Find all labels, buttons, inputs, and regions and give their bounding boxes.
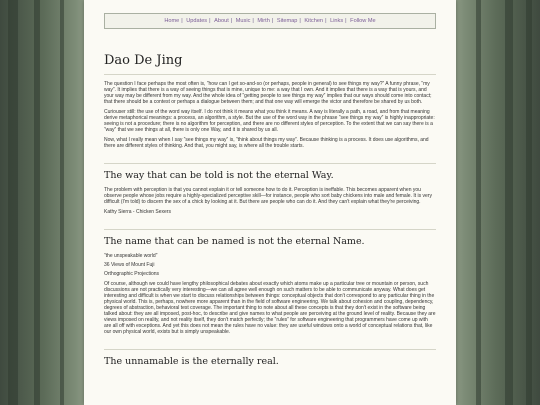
intro-paragraph: Now, what I really mean when I say “see things my way” is, “think about things my way”. Because thinking is a process. It does use algorithms, and there are different styles of thinking. And that, you might say, is where all the trouble starts. xyxy=(104,137,429,149)
nav-mirth[interactable]: Mirth xyxy=(257,18,270,24)
page-title: Dao De Jing xyxy=(104,53,436,75)
background-tree xyxy=(8,0,18,405)
article-content xyxy=(84,53,456,367)
section-paragraph: Of course, although we could have lengthy philosophical debates about exactly which atoms make up a particular tree or mountain or person, such discussions are not practically very interesting—we can all agree well enough on such matters to be able to communicate anyway. What does get interesting and difficult is when we start to discuss relationships between things: conceptual objects that don't correspond to any particular thing in the physical world. This is, perhaps, nowhere more apparent than in the field of software engineering. We talk about cohesion and coupling, dependency, degrees of abstraction, behavioral test coverage. The important thing to note about all these concepts is that they don't exist in the software being talked about: they are all imposed, post-hoc, to describe and give names to what people are perceiving at the ground level of reality. Because they are views imposed on reality, and not reality itself, they don't match perfectly; the “rules” for software engineering that programmers have come up with are all off with exceptions. And yet this does not mean the rules have no value: they are useful windows onto a world of conceptual relations that, like our own physical world, exists but is simply unspeakable. xyxy=(104,281,436,335)
nav-sitemap[interactable]: Sitemap xyxy=(276,18,298,24)
nav-follow-me[interactable]: Follow Me xyxy=(350,18,376,24)
reference-text: Orthographic Projections xyxy=(104,271,160,277)
background-tree xyxy=(526,0,532,405)
section-heading: The name that can be named is not the eternal Name. xyxy=(104,229,436,247)
nav-home[interactable]: Home xyxy=(164,18,180,24)
background-tree xyxy=(60,0,64,405)
section-heading: The way that can be told is not the eternal Way. xyxy=(104,163,436,181)
background-tree xyxy=(34,0,40,405)
nav-kitchen[interactable]: Kitchen xyxy=(304,18,324,24)
background-tree xyxy=(505,0,513,405)
quote-text: “the unspeakable world” xyxy=(104,253,158,259)
page-container xyxy=(84,0,456,405)
section-heading: The unnamable is the eternally real. xyxy=(104,349,436,367)
reference-text: 36 Views of Mount Fuji xyxy=(104,262,155,268)
nav-updates[interactable]: Updates xyxy=(186,18,208,24)
intro-paragraph: The question I face perhaps the most often is, “how can I get so-and-so (or perhaps, people in general) to see things my way?” A funny phrase, “my way”. It implies that there is a way of seeing things that is mine, unique to me: a way that I own. And it implies that there is a way that is yours, and your way may be different from my way. And the whole idea of “getting people to see things my way” implies that our ways should come into contact; that there should be a contest or perhaps a dialogue between them; and that one way will emerge the victor and therefore be shared by us both. xyxy=(104,81,432,105)
citation-text: Kathy Sierra - Chicken Sexers xyxy=(104,209,171,215)
background-tree xyxy=(476,0,481,405)
section-paragraph: The problem with perception is that you cannot explain it or tell someone how to do it. Perception is ineffable. This becomes apparent when you observe people whose jobs require a highly-specialized perceptive skill—for instance, people who sort baby chickens into male and female. It is very difficult (I'm told) to discern the sex of a chick by looking at it. But there are people who can do it. And they can't explain what they're perceiving. xyxy=(104,187,432,205)
nav-music[interactable]: Music xyxy=(235,18,251,24)
nav-links[interactable]: Links xyxy=(330,18,344,24)
nav-about[interactable]: About xyxy=(214,18,229,24)
top-navigation: Home | Updates | About | Music | Mirth | Sitemap | Kitchen | Links | Follow Me xyxy=(104,13,436,29)
intro-paragraph: Curiouser still: the use of the word way itself. I do not think it means what you think it means. A way is literally a path, a road, and from that meaning derive metaphorical meanings: a process, an algorithm, a style. But the use of the word way in the phrase “see things my way” is highly inappropriate: seeing is not a procedure; there is no algorithm for perception, and there are no different styles of perception. To the extent that we can say there is a “way” that we see things at all, there is only one Way, and it is shared by us all. xyxy=(104,109,435,133)
